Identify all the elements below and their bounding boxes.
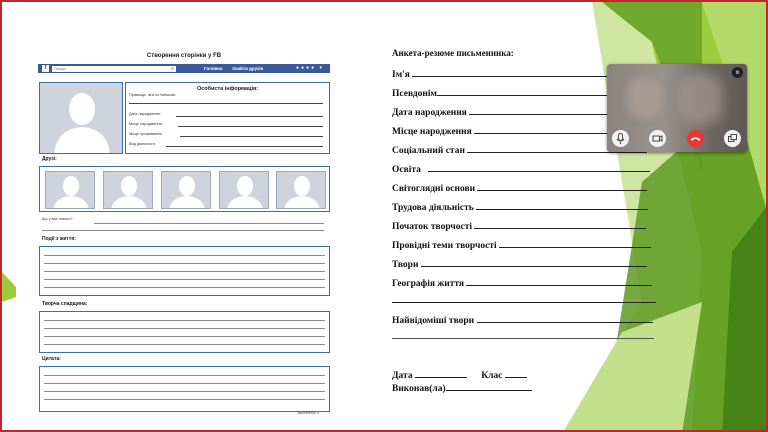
fill-line	[505, 369, 527, 378]
fill-line	[446, 382, 532, 391]
field-famous-works	[392, 314, 653, 326]
field-geography	[392, 277, 652, 289]
ruled-line	[44, 383, 325, 384]
field-social-status-label: Соціальний стан	[392, 146, 465, 156]
fill-line	[415, 369, 467, 378]
info-field-residence: Місце проживання:	[129, 132, 163, 136]
fill-line	[477, 182, 647, 191]
fill-line	[466, 277, 652, 286]
facebook-top-bar	[38, 64, 330, 73]
whats-new-line	[94, 223, 324, 224]
field-geography-label: Географія життя	[392, 279, 465, 289]
hang-up-glyph	[687, 130, 704, 147]
ruled-line	[44, 255, 325, 256]
person-silhouette-icon	[40, 83, 123, 154]
field-name-label: Ім'я	[392, 70, 410, 80]
video-blur	[677, 74, 723, 124]
mic-icon[interactable]	[612, 130, 629, 147]
ruled-line	[44, 320, 325, 321]
field-birth-date-label: Дата народження	[392, 108, 467, 118]
field-education	[392, 163, 650, 175]
person-silhouette-icon	[220, 172, 269, 209]
facebook-nav-home: Головна	[204, 66, 223, 71]
fill-line	[474, 220, 646, 229]
creative-heritage-box	[39, 311, 330, 353]
fill-line	[392, 338, 654, 339]
whats-new-prompt: Що у вас нового?	[42, 217, 73, 221]
field-work-label: Трудова діяльність	[392, 203, 474, 213]
field-date	[392, 369, 527, 381]
fill-line	[421, 258, 647, 267]
field-worldview-label: Світоглядні основи	[392, 184, 476, 194]
ruled-line	[44, 263, 325, 264]
field-worldview	[392, 182, 647, 194]
friend-photo-placeholder	[219, 171, 269, 209]
close-icon[interactable]: ×	[732, 67, 743, 78]
fill-line	[476, 201, 648, 210]
field-birth-place-label: Місце народження	[392, 127, 472, 137]
friend-photo-placeholder	[45, 171, 95, 209]
quote-box	[39, 366, 330, 412]
info-field-name: Прізвище, ім'я по батькові:	[129, 93, 176, 97]
ruled-line	[44, 399, 325, 400]
field-education-label: Освіта	[392, 165, 421, 175]
field-done-by	[392, 382, 532, 394]
friend-photo-placeholder	[103, 171, 153, 209]
ruled-line	[44, 279, 325, 280]
friends-label: Друзі:	[42, 156, 57, 162]
questionnaire-title: Анкета-резюме письменника:	[392, 48, 514, 58]
info-line	[166, 146, 323, 147]
mic-glyph	[612, 130, 629, 147]
switch-glyph	[724, 130, 741, 147]
facebook-nav-friends: Знайти друзів	[232, 66, 264, 71]
whats-new-line	[42, 230, 324, 231]
fill-line	[392, 302, 656, 303]
ruled-line	[44, 328, 325, 329]
field-start-label: Початок творчості	[392, 222, 473, 232]
friends-box	[39, 166, 330, 212]
field-themes-label: Провідні теми творчості	[392, 241, 497, 251]
video-blur	[627, 78, 661, 118]
worksheet-title: Створення сторінки у FB	[146, 53, 222, 59]
facebook-search-field	[52, 66, 176, 72]
camera-glyph	[649, 130, 666, 147]
info-field-occupation: Вид діяльності:	[129, 142, 156, 146]
field-themes	[392, 239, 651, 251]
life-events-box	[39, 246, 330, 296]
hang-up-icon[interactable]	[687, 130, 704, 147]
search-icon: ⚲	[171, 65, 174, 71]
friend-photo-placeholder	[276, 171, 326, 209]
camera-icon[interactable]	[649, 130, 666, 147]
quote-label: Цитата:	[42, 356, 61, 362]
person-silhouette-icon	[277, 172, 326, 209]
field-done-by-label: Виконав(ла)	[392, 384, 446, 394]
person-silhouette-icon	[162, 172, 211, 209]
fill-line	[428, 163, 650, 172]
personal-info-title: Особиста інформація:	[196, 86, 259, 92]
info-field-birth-date: Дата народження:	[129, 112, 161, 116]
fill-line	[499, 239, 651, 248]
life-events-label: Події з життя:	[42, 236, 76, 242]
ruled-line	[44, 344, 325, 345]
field-works	[392, 258, 647, 270]
ruled-line	[44, 271, 325, 272]
ruled-line	[44, 336, 325, 337]
personal-info-box	[125, 82, 330, 154]
field-pseudonym-label: Псевдонім	[392, 89, 437, 99]
info-line	[129, 103, 323, 104]
info-line	[176, 116, 323, 117]
info-line	[180, 136, 323, 137]
friend-photo-placeholder	[161, 171, 211, 209]
ruled-line	[44, 375, 325, 376]
field-works-label: Твори	[392, 260, 419, 270]
facebook-page-worksheet	[36, 48, 332, 414]
profile-photo-placeholder	[39, 82, 123, 154]
facebook-search-placeholder: Пошук	[54, 65, 67, 71]
facebook-notification-icons: ●●●● ▾	[296, 65, 324, 71]
field-start	[392, 220, 646, 232]
ruled-line	[44, 391, 325, 392]
worksheet-author: Заслоненко Л.	[296, 411, 320, 415]
info-field-birth-place: Місце народження:	[129, 122, 163, 126]
field-date-label: Дата	[392, 371, 413, 381]
info-line	[178, 126, 323, 127]
person-silhouette-icon	[104, 172, 153, 209]
field-famous-works-label: Найвідоміші твори	[392, 316, 475, 326]
switch-icon[interactable]	[724, 130, 741, 147]
video-call-window[interactable]	[607, 64, 747, 152]
creative-heritage-label: Творча спадщина:	[42, 301, 88, 307]
field-class-label: Клас	[481, 371, 503, 381]
field-work	[392, 201, 648, 213]
fill-line	[477, 314, 653, 323]
person-silhouette-icon	[46, 172, 95, 209]
facebook-logo-icon: f	[42, 65, 49, 72]
ruled-line	[44, 287, 325, 288]
